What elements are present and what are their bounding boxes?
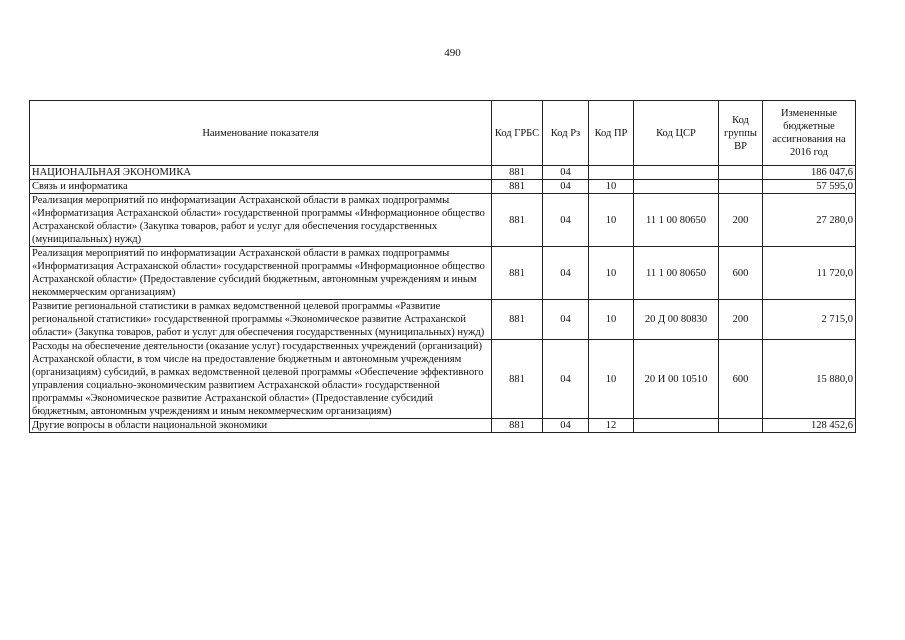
row-amount: 15 880,0 <box>763 340 856 419</box>
table-row <box>30 180 856 194</box>
row-vr <box>719 166 763 180</box>
row-pr <box>589 166 634 180</box>
row-pr: 10 <box>589 180 634 194</box>
row-grbs: 881 <box>492 340 543 419</box>
row-amount: 11 720,0 <box>763 247 856 300</box>
table-row <box>30 194 856 247</box>
header-csr: Код ЦСР <box>634 101 719 166</box>
row-pr: 10 <box>589 194 634 247</box>
row-rz: 04 <box>543 340 589 419</box>
table-row <box>30 419 856 433</box>
row-pr: 10 <box>589 340 634 419</box>
row-csr: 11 1 00 80650 <box>634 247 719 300</box>
row-pr: 10 <box>589 300 634 340</box>
row-name: Реализация мероприятий по информатизации Астраханской области в рамках подпрограммы «Информатизация Астраханской области» государственной программы «Информационное общество Астраханской области» (Закупка товаров, работ и услуг для обеспечения государственных (муниципальных) нужд) <box>30 194 492 247</box>
page-number: 490 <box>444 47 461 59</box>
header-pr: Код ПР <box>589 101 634 166</box>
row-amount: 27 280,0 <box>763 194 856 247</box>
row-pr: 12 <box>589 419 634 433</box>
header-row <box>30 101 856 166</box>
row-vr: 200 <box>719 194 763 247</box>
header-grbs: Код ГРБС <box>492 101 543 166</box>
header-name: Наименование показателя <box>30 101 492 166</box>
row-grbs: 881 <box>492 180 543 194</box>
row-rz: 04 <box>543 180 589 194</box>
row-amount: 128 452,6 <box>763 419 856 433</box>
table-row <box>30 340 856 419</box>
row-name: Реализация мероприятий по информатизации Астраханской области в рамках подпрограммы «Информатизация Астраханской области» государственной программы «Информационное общество Астраханской области» (Предоставление субсидий бюджетным, автономным учреждениям и иным некоммерческим организациям) <box>30 247 492 300</box>
row-vr: 200 <box>719 300 763 340</box>
row-csr <box>634 180 719 194</box>
table-row <box>30 166 856 180</box>
header-vr: Код группы ВР <box>719 101 763 166</box>
row-rz: 04 <box>543 194 589 247</box>
table-row <box>30 300 856 340</box>
row-grbs: 881 <box>492 419 543 433</box>
row-vr: 600 <box>719 247 763 300</box>
header-amount: Измененные бюджетные ассигнования на 2016 год <box>763 101 856 166</box>
row-vr <box>719 180 763 194</box>
header-rz: Код Рз <box>543 101 589 166</box>
row-amount: 186 047,6 <box>763 166 856 180</box>
row-amount: 57 595,0 <box>763 180 856 194</box>
row-rz: 04 <box>543 166 589 180</box>
row-csr <box>634 166 719 180</box>
row-grbs: 881 <box>492 166 543 180</box>
row-amount: 2 715,0 <box>763 300 856 340</box>
budget-table <box>29 100 856 433</box>
row-csr: 20 И 00 10510 <box>634 340 719 419</box>
row-pr: 10 <box>589 247 634 300</box>
row-csr: 11 1 00 80650 <box>634 194 719 247</box>
row-grbs: 881 <box>492 194 543 247</box>
table-row <box>30 247 856 300</box>
row-name: Расходы на обеспечение деятельности (оказание услуг) государственных учреждений (организаций) Астраханской области, в том числе на предоставление бюджетным и автономным учреждениям (организациям) субсидий, в рамках ведомственной целевой программы «Обеспечение эффективного управления социально-экономическим развитием Астраханской области» государственной программы «Экономическое развитие Астраханской области» (Предоставление субсидий бюджетным, автономным учреждениям и иным некоммерческим организациям) <box>30 340 492 419</box>
row-csr <box>634 419 719 433</box>
row-csr: 20 Д 00 80830 <box>634 300 719 340</box>
row-name: НАЦИОНАЛЬНАЯ ЭКОНОМИКА <box>30 166 492 180</box>
row-rz: 04 <box>543 300 589 340</box>
row-vr <box>719 419 763 433</box>
row-grbs: 881 <box>492 247 543 300</box>
row-name: Связь и информатика <box>30 180 492 194</box>
row-rz: 04 <box>543 419 589 433</box>
row-name: Другие вопросы в области национальной экономики <box>30 419 492 433</box>
row-vr: 600 <box>719 340 763 419</box>
row-name: Развитие региональной статистики в рамках ведомственной целевой программы «Развитие региональной статистики» государственной программы «Экономическое развитие Астраханской области» (Закупка товаров, работ и услуг для обеспечения государственных (муниципальных) нужд) <box>30 300 492 340</box>
row-grbs: 881 <box>492 300 543 340</box>
row-rz: 04 <box>543 247 589 300</box>
